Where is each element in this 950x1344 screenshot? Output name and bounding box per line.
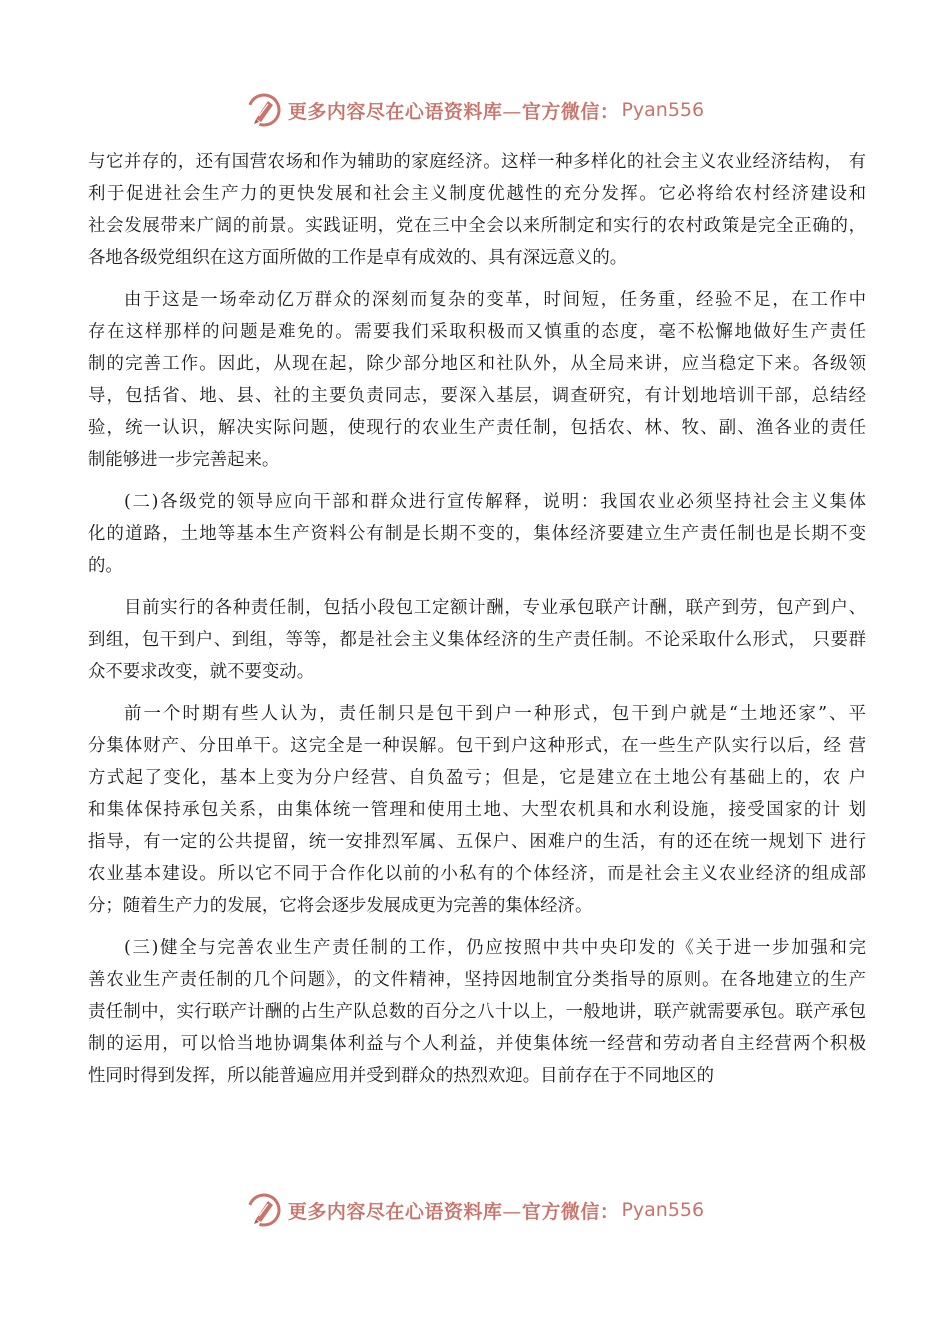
text-line: 的。 [88,556,123,576]
text-line: 责任制中，实行联产计酬的占生产队总数的百分之八十以上，一般地讲，联产就需要承包。联产承包 [88,1002,866,1022]
watermark-banner-top [0,88,950,132]
watermark-banner-bottom [0,1188,950,1232]
text-line: 与它并存的，还有国营农场和作为辅助的家庭经济。这样一种多样化的社会主义农业经济结构， 有 [88,152,866,172]
watermark-site-text: 更多内容尽在心语资料库—官方微信： [287,1200,620,1223]
paragraph [88,932,866,1092]
text-line: 存在这样那样的问题是难免的。需要我们采取积极而又慎重的态度，毫不松懈地做好生产责任 [88,322,866,342]
text-line: 制的运用，可以恰当地协调集体利益与个人利益，并使集体统一经营和劳动者自主经营两个积极 [88,1034,866,1054]
text-line: 化的道路，土地等基本生产资料公有制是长期不变的，集体经济要建立生产责任制也是长期不变 [88,524,866,544]
text-line: 分；随着生产力的发展，它将会逐步发展成更为完善的集体经济。 [88,896,593,916]
text-line: 众不要求改变，就不要变动。 [88,662,315,682]
text-line: 善农业生产责任制的几个问题》，的文件精神，坚持因地制宜分类指导的原则。在各地建立的生产 [88,970,866,990]
watermark-wechat-id: Pyan556 [621,1199,705,1221]
text-line: (三)健全与完善农业生产责任制的工作，仍应按照中共中央印发的《关于进一步加强和完 [124,938,866,958]
paragraph [88,146,866,274]
watermark-wechat-id: Pyan556 [621,99,705,121]
text-line: 验，统一认识，解决实际问题，使现行的农业生产责任制，包括农、林、牧、副、渔各业的责任 [88,418,866,438]
paragraph [88,698,866,922]
paragraph [88,284,866,476]
text-line: (二)各级党的领导应向干部和群众进行宣传解释，说明：我国农业必须坚持社会主义集体 [124,492,866,512]
text-line: 社会发展带来广阔的前景。实践证明，党在三中全会以来所制定和实行的农村政策是完全正确的， [88,216,866,236]
text-line: 导，包括省、地、县、社的主要负责同志，要深入基层，调查研究，有计划地培训干部，总结经 [88,386,866,406]
text-line: 分集体财产、分田单干。这完全是一种误解。包干到户这种形式，在一些生产队实行以后，经 营 [88,736,866,756]
pen-logo-icon [246,1192,282,1228]
text-line: 制能够进一步完善起来。 [88,450,280,470]
text-line: 农业基本建设。所以它不同于合作化以前的小私有的个体经济，而是社会主义农业经济的组成部 [88,864,866,884]
text-line: 性同时得到发挥，所以能普遍应用并受到群众的热烈欢迎。目前存在于不同地区的 [88,1066,715,1086]
watermark-site-text: 更多内容尽在心语资料库—官方微信： [287,100,620,123]
text-line: 到组，包干到户、到组，等等，都是社会主义集体经济的生产责任制。不论采取什么形式， 只要群 [88,630,866,650]
paragraph [88,592,866,688]
text-line: 和集体保持承包关系，由集体统一管理和使用土地、大型农机具和水利设施，接受国家的计 划 [88,800,866,820]
text-line: 指导，有一定的公共提留，统一安排烈军属、五保户、困难户的生活，有的还在统一规划下 进行 [88,832,866,852]
paragraph [88,486,866,582]
text-line: 利于促进社会生产力的更快发展和社会主义制度优越性的充分发挥。它必将给农村经济建设和 [88,184,866,204]
text-line: 由于这是一场牵动亿万群众的深刻而复杂的变革，时间短，任务重，经验不足，在工作中 [124,290,866,310]
document-body [88,146,866,1092]
text-line: 目前实行的各种责任制，包括小段包工定额计酬，专业承包联产计酬，联产到劳，包产到户、 [124,598,866,618]
text-line: 前一个时期有些人认为，责任制只是包干到户一种形式，包干到户就是“土地还家”、平 [124,704,866,724]
text-line: 各地各级党组织在这方面所做的工作是卓有成效的、具有深远意义的。 [88,248,628,268]
text-line: 制的完善工作。因此，从现在起，除少部分地区和社队外，从全局来讲，应当稳定下来。各级领 [88,354,866,374]
text-line: 方式起了变化，基本上变为分户经营、自负盈亏；但是，它是建立在土地公有基础上的，农 户 [88,768,866,788]
pen-logo-icon [246,92,282,128]
